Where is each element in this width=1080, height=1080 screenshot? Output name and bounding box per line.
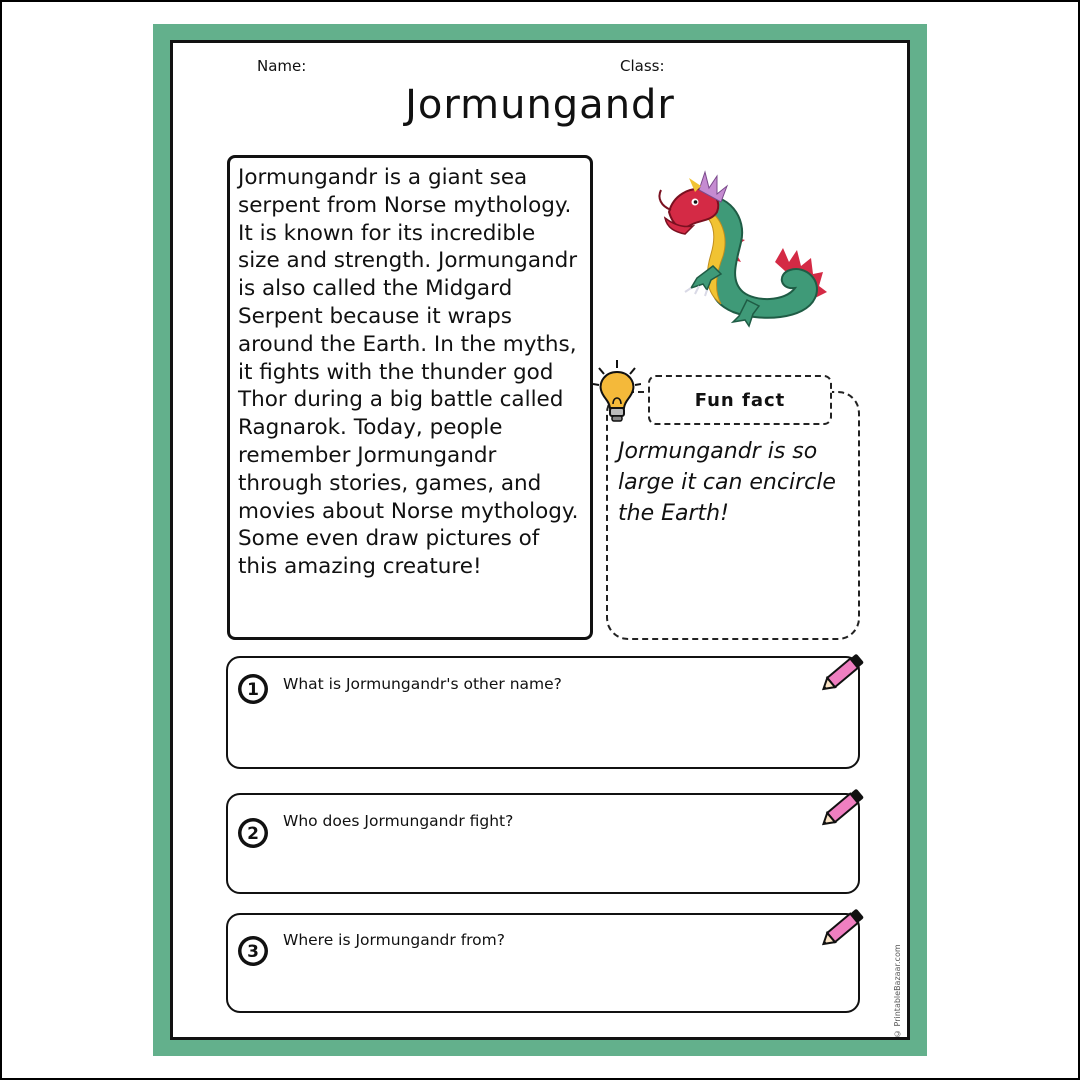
pencil-icon — [818, 648, 870, 698]
class-label: Class: — [620, 57, 665, 75]
page-title: Jormungandr — [405, 82, 675, 128]
question-1-text: What is Jormungandr's other name? — [283, 675, 562, 693]
fun-fact-label: Fun fact — [648, 375, 832, 425]
answer-box-3[interactable] — [226, 913, 860, 1013]
copyright-credit: © PrintableBazaar.com — [893, 944, 902, 1038]
pencil-icon — [818, 903, 870, 953]
question-number-1-badge — [237, 673, 269, 705]
question-number-2-badge — [237, 817, 269, 849]
question-number-3: 3 — [247, 942, 259, 962]
answer-box-1[interactable] — [226, 656, 860, 769]
question-3-text: Where is Jormungandr from? — [283, 931, 505, 949]
question-number-1: 1 — [247, 680, 259, 700]
question-number-2: 2 — [247, 824, 259, 844]
name-label: Name: — [257, 57, 307, 75]
fun-fact-text: Jormungandr is so large it can encircle the Earth! — [618, 439, 836, 526]
answer-box-2[interactable] — [226, 793, 860, 894]
lightbulb-icon — [593, 358, 641, 424]
pencil-icon — [818, 783, 870, 833]
dragon-icon — [655, 170, 835, 340]
question-number-3-badge — [237, 935, 269, 967]
reading-passage: Jormungandr is a giant sea serpent from Norse mythology. It is known for its incredible size and strength. Jormungandr is also called the Midgard Serpent because it wraps around the Earth. In the myths, it fights with the thunder god Thor during a big battle called Ragnarok. Today, people remember Jormungandr through stories, games, and movies about Norse mythology. Some even draw pictures of this amazing creature! — [227, 155, 593, 640]
question-2-text: Who does Jormungandr fight? — [283, 812, 514, 830]
